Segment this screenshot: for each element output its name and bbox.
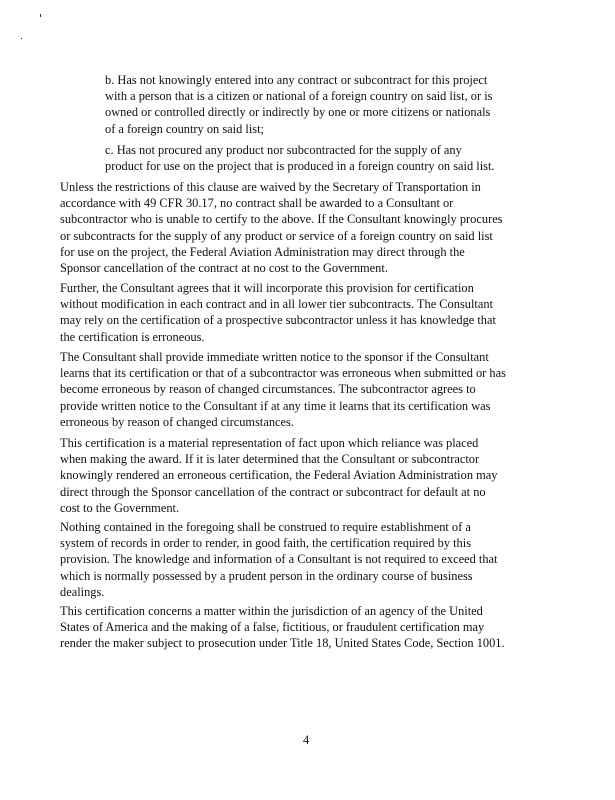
text-line: Nothing contained in the foregoing shall be construed to require establishment of a <box>60 520 471 534</box>
paragraph-material-representation <box>60 435 497 516</box>
paragraph-waiver <box>60 179 503 276</box>
text-line: the certification is erroneous. <box>60 329 205 344</box>
text-line: Further, the Consultant agrees that it will incorporate this provision for certification <box>60 281 474 295</box>
text-line: Sponsor cancellation of the contract at no cost to the Government. <box>60 261 388 276</box>
text-line: become erroneous by reason of changed circumstances. The subcontractor agrees to <box>60 382 476 397</box>
paragraph-jurisdiction <box>60 603 505 652</box>
text-line: subcontractor who is unable to certify to the above. If the Consultant knowingly procures <box>60 212 503 227</box>
text-line: accordance with 49 CFR 30.17, no contract shall be awarded to a Consultant or <box>60 196 454 211</box>
text-line: owned or controlled directly or indirectly by one or more citizens or nationals <box>105 105 491 120</box>
scan-mark <box>21 38 22 39</box>
text-line: render the maker subject to prosecution under Title 18, United States Code, Section 1001. <box>60 636 505 651</box>
text-line: or subcontracts for the supply of any product or service of a foreign country on said list <box>60 228 493 243</box>
text-line: This certification concerns a matter within the jurisdiction of an agency of the United <box>60 604 483 618</box>
text-line: knowingly rendered an erroneous certification, the Federal Aviation Administration may <box>60 468 498 483</box>
paragraph-notice <box>60 349 506 430</box>
list-item-c <box>105 142 495 174</box>
text-line: direct through the Sponsor cancellation of the contract or subcontract for default at no <box>60 484 486 499</box>
list-item-b <box>105 72 492 137</box>
text-line: provide written notice to the Consultant if at any time it learns that its certification was <box>60 398 491 413</box>
text-line: States of America and the making of a false, fictitious, or fraudulent certification may <box>60 620 485 635</box>
text-line: learns that its certification or that of a subcontractor was erroneous when submitted or has <box>60 366 506 381</box>
text-line: dealings. <box>60 584 105 599</box>
text-line: product for use on the project that is produced in a foreign country on said list. <box>105 159 495 174</box>
text-line: Unless the restrictions of this clause are waived by the Secretary of Transportation in <box>60 180 481 194</box>
paragraph-incorporation <box>60 280 496 345</box>
text-line: with a person that is a citizen or national of a foreign country on said list, or is <box>105 89 493 104</box>
paragraph-records <box>60 519 497 600</box>
text-line: b. Has not knowingly entered into any contract or subcontract for this project <box>105 73 488 87</box>
text-line: when making the award. If it is later determined that the Consultant or subcontractor <box>60 452 480 467</box>
page-number: 4 <box>303 733 310 747</box>
text-line: for use on the project, the Federal Aviation Administration may direct through the <box>60 244 465 259</box>
text-line: system of records in order to render, in good faith, the certification required by this <box>60 536 472 551</box>
text-line: without modification in each contract and in all lower tier subcontracts. The Consultant <box>60 297 493 312</box>
text-line: which is normally possessed by a prudent person in the ordinary course of business <box>60 568 473 583</box>
text-line: The Consultant shall provide immediate written notice to the sponsor if the Consultant <box>60 350 489 364</box>
scan-mark <box>40 14 41 17</box>
text-line: of a foreign country on said list; <box>105 121 264 136</box>
text-line: erroneous by reason of changed circumstances. <box>60 414 294 429</box>
text-line: This certification is a material representation of fact upon which reliance was placed <box>60 436 479 450</box>
text-line: provision. The knowledge and information of a Consultant is not required to exceed that <box>60 552 498 567</box>
text-line: may rely on the certification of a prospective subcontractor unless it has knowledge that <box>60 313 496 328</box>
text-line: cost to the Government. <box>60 500 180 515</box>
text-line: c. Has not procured any product nor subcontracted for the supply of any <box>105 143 462 157</box>
